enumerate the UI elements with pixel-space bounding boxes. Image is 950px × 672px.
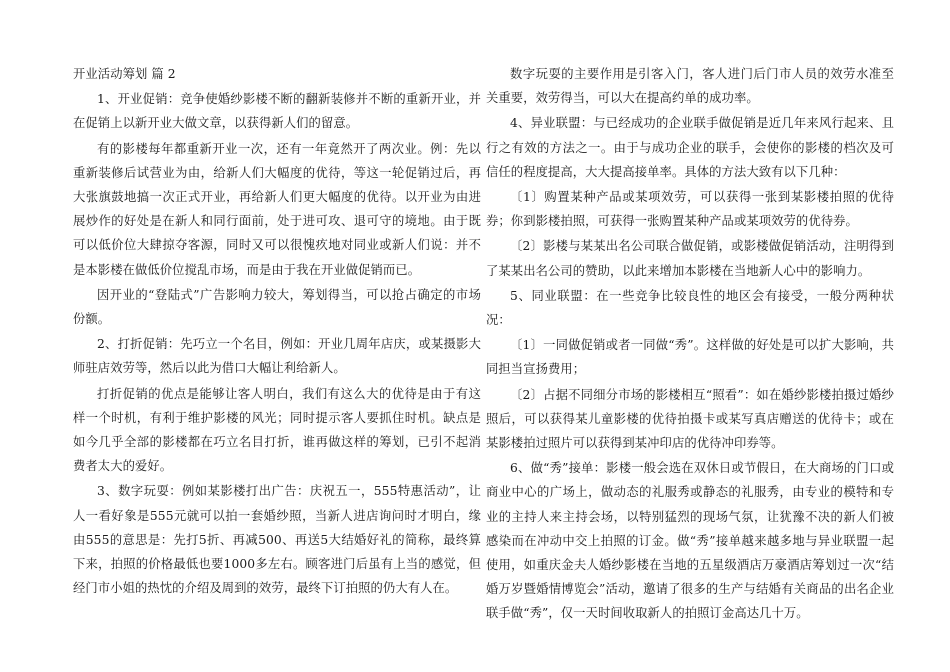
paragraph: 1、开业促销：竞争使婚纱影楼不断的翻新装修并不断的重新开业，并在促销上以新开业大做文章，以获得新人们的留意。 — [73, 92, 481, 131]
paragraph: 数字玩耍的主要作用是引客入门，客人进门后门市人员的效劳水准至关重要，效劳得当，可以大在提高约单的成功率。 — [486, 67, 894, 106]
paragraph: 有的影楼每年都重新开业一次，还有一年竟然开了两次业。例：先以重新装修后试营业为由，给新人们大幅度的优待，等这一轮促销过后，再大张旗鼓地搞一次正式开业，再给新人们更大幅度的优待。以开业为由进展炒作的好处是在新人和同行面前，处于进可攻、退可守的境地。由于既可以低价位大肆掠夺客源，同时又可以很愧疚地对同业或新人们说：并不是本影楼在做低价位搅乱市场，而是由于我在开业做促销而已。 — [73, 141, 481, 277]
paragraph: 6、做“秀”接单：影楼一般会选在双休日或节假日，在大商场的门口或商业中心的广场上，做动态的礼服秀或静态的礼服秀，由专业的模特和专业的主持人来主持会场，以特别猛烈的现场气氛，让犹豫不决的新人们被感染而在冲动中交上拍照的订金。做“秀”接单越来越多地与异业联盟一起使用，如重庆金夫人婚纱影楼在当地的五星级酒店万豪酒店筹划过一次“结婚万岁暨婚情博览会”活动，邀请了很多的生产与结婚有关商品的出名企业联手做“秀”，仅一天时间收取新人的拍照订金高达几十万。 — [486, 461, 894, 621]
document-title: 开业活动筹划 篇 2 — [73, 67, 176, 81]
paragraph: 〔2〕影楼与某某出名公司联合做促销，或影楼做促销活动，注明得到了某某出名公司的赞助，以此来增加本影楼在当地新人心中的影响力。 — [486, 239, 894, 278]
paragraph: 3、数字玩耍：例如某影楼打出广告：庆祝五一，555特惠活动”，让人一看好象是555元就可以拍一套婚纱照，当新人进店询问时才明白，缘由555的意思是：先打5折、再减500、再送5大结婚好礼的简称，最终算下来，拍照的价格最低也要1000多左右。顾客进门后虽有上当的感觉，但经门市小姐的热忱的介绍及周到的效劳，最终下订拍照的仍大有人在。 — [73, 484, 481, 596]
paragraph: 4、异业联盟：与已经成功的企业联手做促销是近几年来风行起来、且行之有效的方法之一。由于与成功企业的联手，会使你的影楼的档次及可信任的程度提高，大大提高接单率。具体的方法大致有以下几种： — [486, 116, 894, 179]
paragraph: 〔2〕占据不同细分市场的影楼相互“照看”：如在婚纱影楼拍摄过婚纱照后，可以获得某儿童影楼的优待拍摄卡或某写真店赠送的优待卡；或在某影楼拍过照片可以获得到某冲印店的优待冲印券等。 — [486, 387, 894, 451]
paragraph: 打折促销的优点是能够让客人明白，我们有这么大的优待是由于有这样一个时机，有利于维护影楼的风光；同时提示客人要抓住时机。缺点是如今几乎全部的影楼都在巧立名目打折，谁再做这样的筹划，已引不起消费者太大的爱好。 — [73, 386, 481, 474]
paragraph: 5、同业联盟：在一些竞争比较良性的地区会有接受，一般分两种状况： — [486, 288, 894, 328]
paragraph: 〔1〕一同做促销或者一同做“秀”。这样做的好处是可以扩大影响，共同担当宣扬费用； — [486, 338, 894, 377]
left-column — [73, 62, 481, 601]
paragraph: 因开业的“登陆式”广告影响力较大，筹划得当，可以抢占确定的市场份额。 — [73, 287, 481, 327]
right-column — [486, 62, 894, 627]
paragraph: 2、打折促销：先巧立一个名目，例如：开业几周年店庆，或某摄影大师驻店效劳等，然后以此为借口大幅让利给新人。 — [73, 337, 481, 376]
paragraph: 〔1〕购置某种产品或某项效劳，可以获得一张到某影楼拍照的优待券；你到影楼拍照，可获得一张购置某种产品或某项效劳的优待券。 — [486, 190, 894, 229]
